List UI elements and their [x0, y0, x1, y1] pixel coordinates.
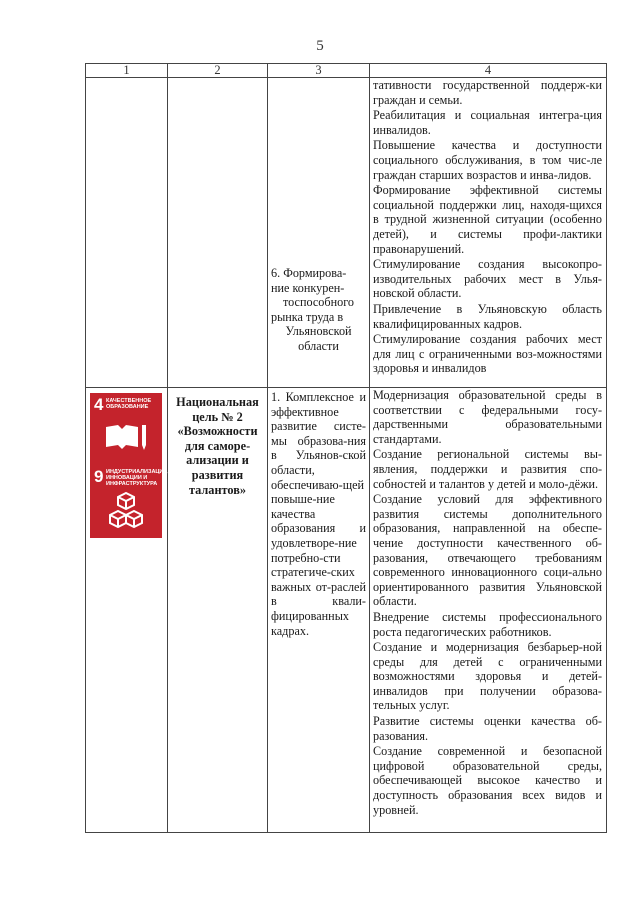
cubes-icon [108, 491, 144, 531]
cell-national-goal [168, 388, 268, 833]
page-number: 5 [316, 38, 324, 54]
cell-objective [268, 78, 370, 388]
task-item: Модернизация образовательной среды в соответствии с федеральными госу-дарственными образовательными стандартами. [373, 388, 602, 446]
task-item: Создание современной и безопасной цифровой образовательной среды, обеспечивающей высокое качество и доступность образования всех видов и уровней. [373, 744, 602, 817]
sdg-goal-9-title-line: ИНДУСТРИАЛИЗАЦИЯ, [106, 469, 169, 475]
objective-line: 6. Формирова- [271, 266, 347, 280]
objective-line: рынка труда в [271, 309, 344, 324]
goal-title-line: талантов» [188, 482, 247, 497]
sdg-goal-9-title [106, 469, 169, 488]
task-item: Создание условий для эффективного развития системы дополнительного образования, направленной на обеспе-чение доступности качественного об-разования, отвечающего требованиям современного инновационного соци-ально ориентированного развития Ульяновской области. [373, 492, 602, 609]
task-item: Развитие системы оценки качества об-разования. [373, 714, 602, 743]
sdg-goal-4-title [106, 398, 151, 410]
task-item: Стимулирование создания высокопро-изводительных рабочих мест в Улья-новской области. [373, 257, 602, 301]
task-item: Повышение качества и доступности социального обслуживания, в том чис-ле граждан старших возрастов и инва-лидов. [373, 138, 602, 182]
objective-line: тоспособного [282, 295, 354, 310]
column-header-2: 2 [168, 64, 268, 78]
sdg-goal-9-tile [90, 465, 169, 538]
column-header-4: 4 [370, 64, 607, 78]
sdg-goal-4-title-line: КАЧЕСТВЕННОЕ [106, 398, 152, 404]
task-item: Создание и модернизация безбарьер-ной среды для детей с ограниченными возможностями здоровья и детей-инвалидов при получении образова-тельных услуг. [373, 640, 602, 713]
sdg-goal-4-number: 4 [94, 395, 104, 414]
goals-table [85, 63, 607, 833]
table-row [86, 388, 607, 833]
goal-title-line: ализации и [186, 453, 249, 468]
task-item: Стимулирование создания рабочих мест для лиц с ограниченными воз-можностями здоровья и инвалидов [373, 332, 602, 376]
cell-tasks [370, 388, 607, 833]
cell-tasks [370, 78, 607, 388]
sdg-goal-9-title-line: ИНФРАСТРУКТУРА [106, 481, 158, 488]
cell-objective [268, 388, 370, 833]
cell-sdg-logos [86, 388, 168, 833]
task-item: Формирование эффективной системы социальной поддержки лиц, находя-щихся в трудной жизненной ситуации (особенно детей), и системы профи-лактики правонарушений. [373, 183, 602, 256]
column-header-1: 1 [86, 64, 168, 78]
goal-title-line: «Возможности [177, 424, 258, 439]
sdg-goal-9-number: 9 [94, 467, 104, 486]
table-row [86, 78, 607, 388]
objective-text: 1. Комплексное и эффективное развитие систе-мы образова-ния в Ульянов-ской области, обеспечиваю-щей повыше-ние качества образования и удовлетворе-ние потребно-сти стратегиче-ских важных от-раслей в квали-фицированных кадрах. [271, 390, 366, 638]
national-goal-title [170, 395, 265, 497]
task-item: Реабилитация и социальная интегра-ция инвалидов. [373, 108, 602, 137]
objective-line: Ульяновской [285, 324, 352, 339]
column-header-3: 3 [268, 64, 370, 78]
goal-title-line: развития [191, 467, 244, 482]
task-item: Внедрение системы профессионального роста педагогических работников. [373, 609, 602, 639]
goal-title-line: цель № 2 [192, 409, 243, 424]
sdg-goal-4-tile [90, 393, 162, 465]
goal-title-line: для саморе- [184, 438, 251, 453]
objective-line: ние конкурен- [271, 280, 345, 295]
sdg-goal-9-title-line: ИННОВАЦИИ И [106, 475, 148, 482]
cell-empty [86, 78, 168, 388]
table-header-row [86, 64, 607, 78]
task-item: Привлечение в Ульяновскую область квалифицированных кадров. [373, 301, 602, 331]
goal-title-line: Национальная [176, 395, 259, 409]
task-item: тативности государственной поддерж-ки граждан и семьи. [373, 78, 602, 107]
book-pencil-icon [104, 423, 148, 453]
cell-empty [168, 78, 268, 388]
task-item: Создание региональной системы вы-явления, поддержки и развития спо-собностей и талантов у детей и моло-дёжи. [373, 447, 602, 491]
sdg-goal-4-title-line: ОБРАЗОВАНИЕ [106, 404, 149, 411]
sdg-logo [90, 393, 169, 538]
objective-line: области [298, 338, 339, 353]
